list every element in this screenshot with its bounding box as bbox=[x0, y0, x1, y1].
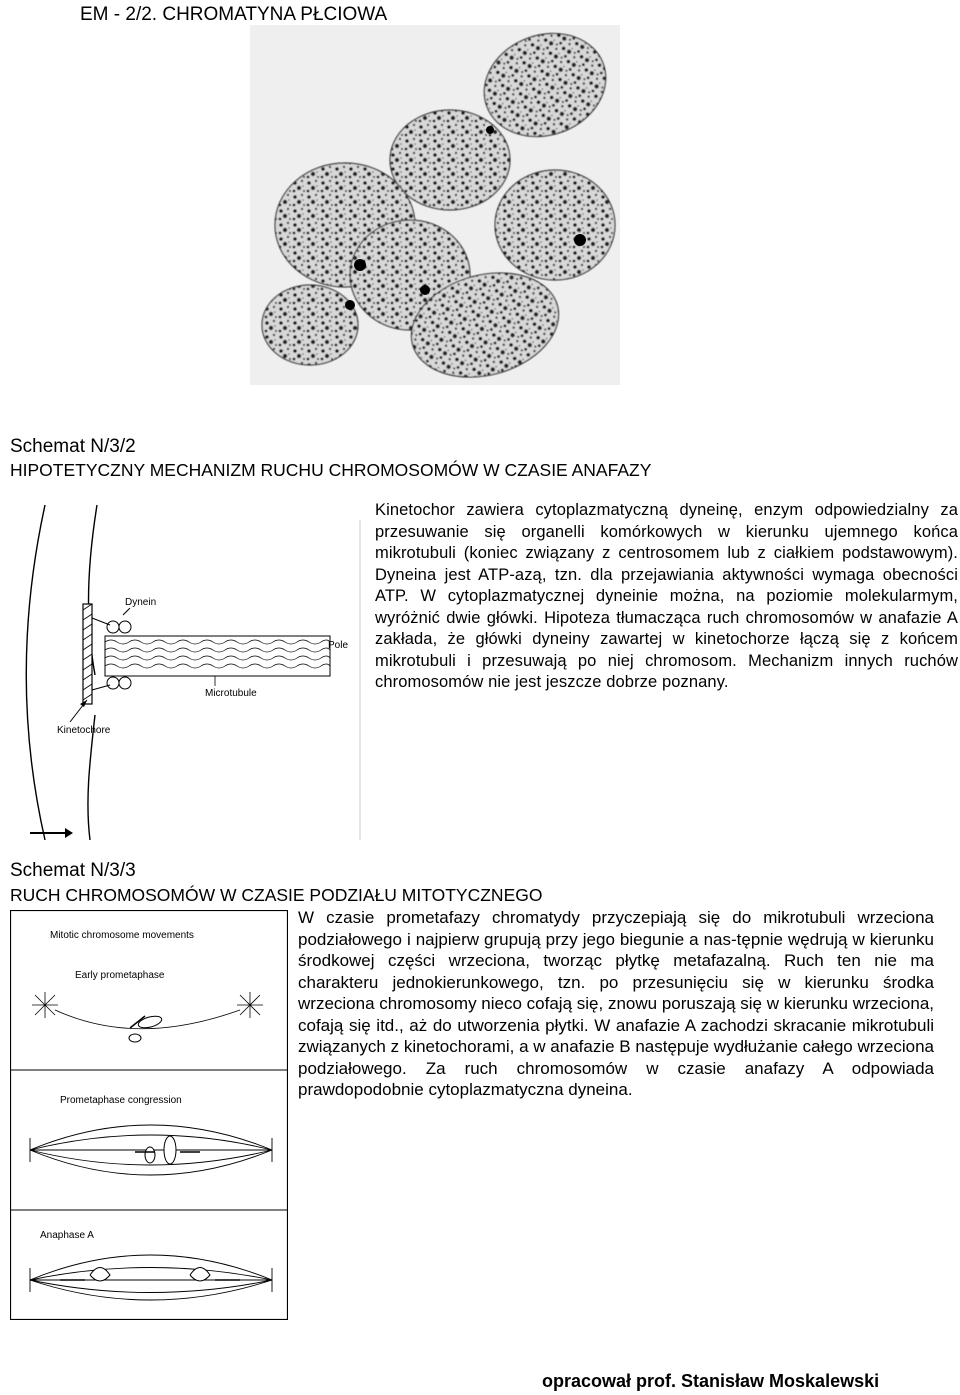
author-credit: opracował prof. Stanisław Moskalewski bbox=[542, 1371, 880, 1391]
kinetochore-label: Kinetochore bbox=[57, 725, 111, 736]
dynein-label: Dynein bbox=[125, 597, 157, 608]
stage-prometaphase-congression-label: Prometaphase congression bbox=[60, 1095, 182, 1106]
schemat-label-2: Schemat N/3/3 bbox=[10, 860, 136, 881]
figure-title: Mitotic chromosome movements bbox=[50, 930, 194, 941]
microtubule-label: Microtubule bbox=[205, 688, 257, 699]
section-heading-2: RUCH CHROMOSOMÓW W CZASIE PODZIAŁU MITOTYCZNEGO bbox=[10, 885, 543, 905]
section2-paragraph: W czasie prometafazy chromatydy przyczepiają się do mikrotubuli wrzeciona podziałowego i najpierw grupują przy jego biegunie a nas-tępnie wędrują w kierunku środkowej części wrzeciona, tworząc płytkę metafazalną. Ruch ten nie ma charakteru jednokierunkowego, tzn. po przesunięciu się w kierunku środka wrzeciona chromosomy nieco cofają się, znowu poruszają się w kierunku wrzeciona, cofają się itd., aż do utworzenia płytki. W anafazie A zachodzi skracanie mikrotubuli związanych z kinetochorami, a w anafazie B następuje wydłużanie całego wrzeciona podziałowego. Za ruch chromosomów w czasie anafazy A odpowiada prawdopodobnie cytoplazmatyczna dyneina. bbox=[298, 908, 934, 1099]
figure-mitotic-movements bbox=[10, 910, 288, 1320]
stage-early-prometaphase-label: Early prometaphase bbox=[75, 970, 165, 981]
section-heading-1: HIPOTETYCZNY MECHANIZM RUCHU CHROMOSOMÓW W CZASIE ANAFAZY bbox=[10, 460, 652, 480]
page-title: EM - 2/2. CHROMATYNA PŁCIOWA bbox=[80, 4, 388, 25]
micrograph-nuclei bbox=[250, 25, 620, 385]
section1-paragraph: Kinetochor zawiera cytoplazmatyczną dyneinę, enzym odpowiedzialny za przesuwanie się organelli komórkowych w kierunku ujemnego końca mikrotubuli (koniec związany z centrosomem lub z ciałkiem podstawowym). Dyneina jest ATP-azą, tzn. dla przejawiania aktywności wymaga obecności ATP. W cytoplazmatycznej dyneinie można, na poziomie molekularmym, wyróżnić dwie główki. Hipoteza tłumacząca ruch chromosomów w anafazie A zakłada, że główki dyneiny zawartej w kinetochorze łączą się z końcem mikrotubuli i przesuwają po niej chromosom. Mechanizm innych ruchów chromosomów nie jest jeszcze dobrze poznany. bbox=[375, 501, 958, 691]
figure-dynein-mechanism bbox=[15, 500, 365, 845]
pole-label: Pole bbox=[328, 640, 349, 651]
stage-anaphase-a-label: Anaphase A bbox=[40, 1230, 94, 1241]
schemat-label-1: Schemat N/3/2 bbox=[10, 436, 136, 457]
